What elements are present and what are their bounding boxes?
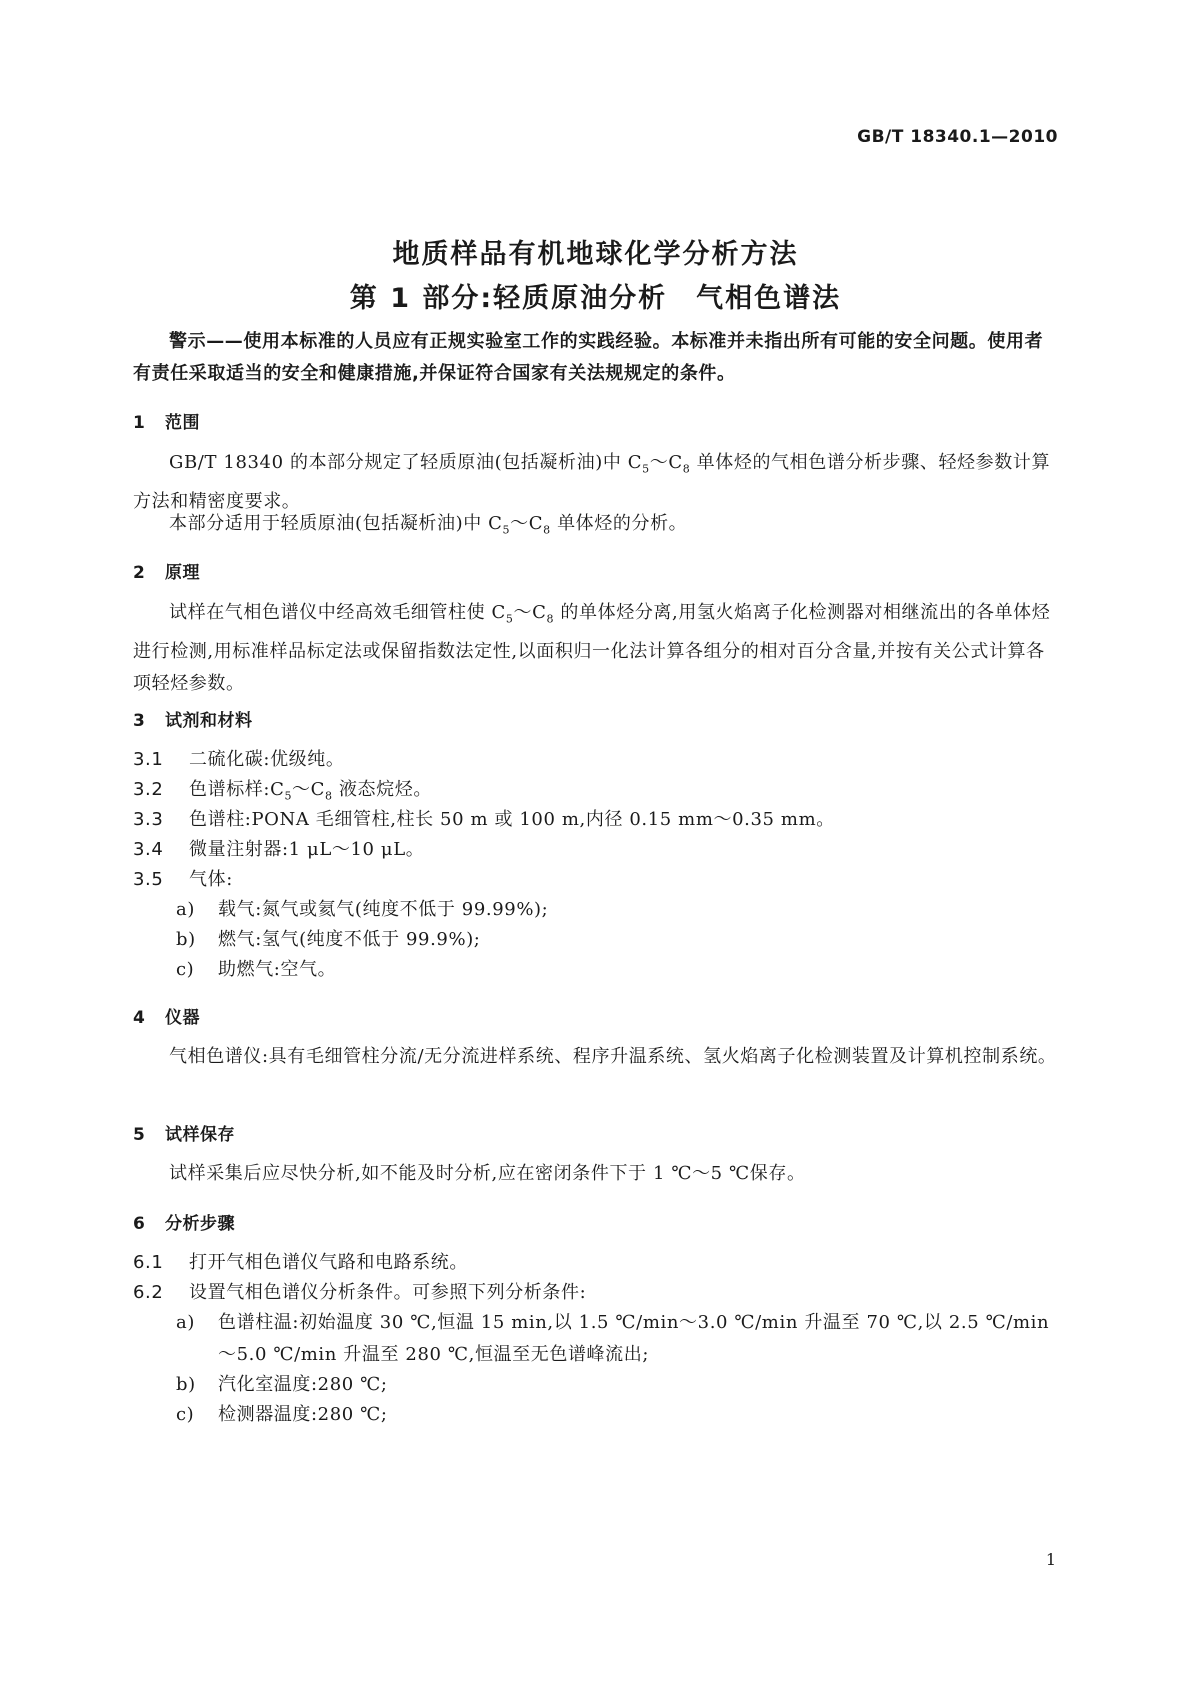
item-number: 3.3 — [133, 809, 164, 830]
section-number: 2 — [133, 563, 146, 583]
item-number: 6.2 — [133, 1282, 164, 1303]
sub-item-mark: c) — [176, 959, 195, 980]
sub-item-b — [176, 924, 1060, 956]
sub-item-text: 燃气:氢气(纯度不低于 99.9%); — [218, 929, 481, 950]
item-number: 3.2 — [133, 779, 164, 800]
sub-item-text: 载气:氮气或氦气(纯度不低于 99.99%); — [218, 899, 549, 920]
subscript: 8 — [543, 523, 551, 537]
text: 单体烃的气相色谱分析步骤、轻烃参数计算方法和精密度要求。 — [133, 452, 1051, 512]
item-text: 微量注射器:1 μL～10 μL。 — [189, 839, 425, 860]
item-text: 打开气相色谱仪气路和电路系统。 — [189, 1252, 468, 1273]
sub-item-c — [176, 1399, 1060, 1431]
scope-paragraph-1 — [133, 447, 1060, 518]
section-title: 试剂和材料 — [165, 711, 253, 731]
instrument-paragraph: 气相色谱仪:具有毛细管柱分流/无分流进样系统、程序升温系统、氢火焰离子化检测装置及计算机控制系统。 — [169, 1046, 1057, 1067]
section-number: 4 — [133, 1008, 146, 1028]
section-4-heading — [133, 1003, 200, 1028]
item-number: 6.1 — [133, 1252, 164, 1273]
item-3-5 — [133, 865, 233, 895]
text: ～C — [513, 602, 547, 623]
item-text: 二硫化碳:优级纯。 — [189, 749, 345, 770]
subscript: 8 — [325, 789, 333, 803]
text: ～C — [292, 779, 326, 800]
text: ～C — [649, 452, 683, 473]
item-3-4 — [133, 835, 424, 865]
section-title: 分析步骤 — [165, 1214, 235, 1234]
section-title: 试样保存 — [165, 1125, 235, 1145]
text: 的单体烃分离,用氢火焰离子化检测器对相继流出的各单体烃进行检测,用标准样品标定法或保留指数法定性,以面积归一化法计算各组分的相对百分含量,并按有关公式计算各项轻烃参数。 — [133, 602, 1051, 694]
section-5-heading — [133, 1120, 235, 1145]
section-6-heading — [133, 1209, 235, 1234]
sub-item-text: 检测器温度:280 ℃; — [218, 1404, 388, 1425]
sub-item-b — [176, 1369, 1060, 1401]
subscript: 5 — [502, 523, 511, 537]
sub-item-text: 助燃气:空气。 — [218, 959, 337, 980]
sub-item-a — [176, 1307, 1060, 1371]
text: 液态烷烃。 — [332, 779, 432, 800]
text: 本部分适用于轻质原油(包括凝析油)中 C — [169, 513, 503, 534]
item-3-1 — [133, 745, 344, 775]
text: 单体烃的分析。 — [550, 513, 688, 534]
sub-item-mark: a) — [176, 1312, 195, 1333]
section-1-heading — [133, 408, 200, 433]
section-number: 6 — [133, 1214, 146, 1234]
item-number: 3.1 — [133, 749, 164, 770]
sub-item-c — [176, 954, 1060, 986]
section-number: 5 — [133, 1125, 146, 1145]
item-number: 3.4 — [133, 839, 164, 860]
sub-item-mark: c) — [176, 1404, 195, 1425]
item-6-1 — [133, 1248, 468, 1278]
text: 色谱标样:C — [189, 779, 285, 800]
page-number: 1 — [1045, 1550, 1056, 1569]
title-line-1: 地质样品有机地球化学分析方法 — [392, 239, 799, 270]
text: GB/T 18340 的本部分规定了轻质原油(包括凝析油)中 C — [169, 452, 643, 473]
scope-paragraph-2 — [133, 508, 1060, 547]
text: 试样在气相色谱仪中经高效毛细管柱使 C — [169, 602, 506, 623]
sub-item-text: 色谱柱温:初始温度 30 ℃,恒温 15 min,以 1.5 ℃/min～3.0 ℃/min 升温至 70 ℃,以 2.5 ℃/min～5.0 ℃/min 升温至 280 ℃,恒温至无色谱峰流出; — [218, 1312, 1050, 1365]
subscript: 8 — [546, 612, 555, 626]
section-title: 原理 — [165, 563, 200, 583]
storage-paragraph: 试样采集后应尽快分析,如不能及时分析,应在密闭条件下于 1 ℃～5 ℃保存。 — [169, 1163, 806, 1184]
subscript: 5 — [284, 789, 293, 803]
item-text: 气体: — [189, 869, 233, 890]
warning-paragraph: 警示——使用本标准的人员应有正规实验室工作的实践经验。本标准并未指出所有可能的安全问题。使用者有责任采取适当的安全和健康措施,并保证符合国家有关法规规定的条件。 — [133, 331, 1044, 384]
section-3-heading — [133, 706, 253, 731]
item-6-2 — [133, 1278, 586, 1308]
title-line-2: 第 1 部分:轻质原油分析 气相色谱法 — [349, 283, 842, 314]
section-number: 1 — [133, 413, 146, 433]
sub-item-a — [176, 894, 1060, 926]
section-number: 3 — [133, 711, 146, 731]
item-text: 色谱柱:PONA 毛细管柱,柱长 50 m 或 100 m,内径 0.15 mm～0.35 mm。 — [189, 809, 835, 830]
subscript: 5 — [505, 612, 514, 626]
sub-item-mark: b) — [176, 1374, 196, 1395]
section-2-heading — [133, 558, 200, 583]
sub-item-mark: b) — [176, 929, 196, 950]
subscript: 5 — [642, 462, 650, 476]
item-number: 3.5 — [133, 869, 164, 890]
principle-paragraph — [133, 597, 1060, 700]
section-title: 仪器 — [165, 1008, 200, 1028]
item-text: 设置气相色谱仪分析条件。可参照下列分析条件: — [189, 1282, 587, 1303]
text: ～C — [510, 513, 544, 534]
sub-item-text: 汽化室温度:280 ℃; — [218, 1374, 388, 1395]
standard-number: GB/T 18340.1—2010 — [857, 127, 1058, 147]
sub-item-mark: a) — [176, 899, 195, 920]
item-3-3 — [133, 805, 835, 835]
section-title: 范围 — [165, 413, 200, 433]
subscript: 8 — [682, 462, 691, 476]
